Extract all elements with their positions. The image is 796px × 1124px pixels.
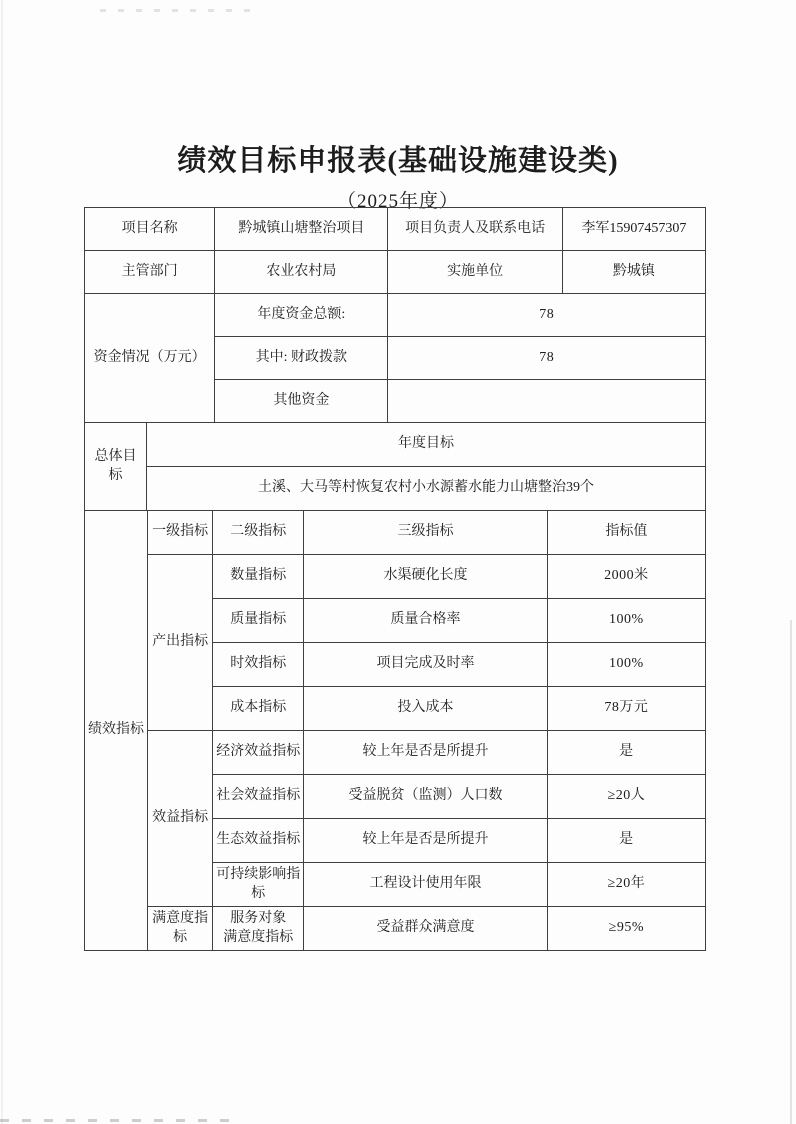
indicator-level3-cell: 水渠硬化长度 bbox=[304, 555, 547, 599]
indicator-level2-cell: 社会效益指标 bbox=[213, 775, 304, 819]
indicator-level2-cell: 生态效益指标 bbox=[213, 819, 304, 863]
group-output-label: 产出指标 bbox=[148, 555, 213, 731]
indicator-level2-cell: 时效指标 bbox=[213, 643, 304, 687]
scan-edge-left bbox=[1, 0, 3, 1124]
funding-item-fiscal-label: 其中: 财政拨款 bbox=[215, 337, 388, 380]
indicator-level3-cell: 项目完成及时率 bbox=[304, 643, 547, 687]
funding-fiscal-amount: 78 bbox=[388, 337, 706, 380]
project-leader-value: 李军15907457307 bbox=[562, 208, 705, 251]
indicator-level3-cell: 较上年是否是所提升 bbox=[304, 819, 547, 863]
page-title: 绩效目标申报表(基础设施建设类) bbox=[177, 145, 619, 177]
funding-other-amount bbox=[388, 380, 706, 423]
funding-total-amount: 78 bbox=[388, 294, 706, 337]
form-table bbox=[84, 207, 706, 951]
indicator-level2-cell: 服务对象 满意度指标 bbox=[213, 907, 304, 951]
info-table bbox=[84, 207, 706, 294]
indicator-level2-cell: 质量指标 bbox=[213, 599, 304, 643]
group-satisfaction-label: 满意度指 标 bbox=[148, 907, 213, 951]
overall-goal-table bbox=[84, 422, 706, 511]
indicator-level2-cell: 数量指标 bbox=[213, 555, 304, 599]
scan-noise-bottom bbox=[0, 1119, 230, 1122]
indicator-level3-cell: 质量合格率 bbox=[304, 599, 547, 643]
funding-item-other-label: 其他资金 bbox=[215, 380, 388, 423]
scan-edge-right bbox=[790, 620, 792, 1124]
level3-header: 三级指标 bbox=[304, 511, 547, 555]
indicator-level3-cell: 受益群众满意度 bbox=[304, 907, 547, 951]
indicator-level2-cell: 成本指标 bbox=[213, 687, 304, 731]
funding-section-label: 资金情况（万元） bbox=[85, 294, 215, 423]
funding-table bbox=[84, 293, 706, 423]
indicator-value-cell: 100% bbox=[547, 643, 705, 687]
indicator-value-cell: ≥95% bbox=[547, 907, 705, 951]
indicator-level3-cell: 投入成本 bbox=[304, 687, 547, 731]
indicator-level3-cell: 受益脱贫（监测）人口数 bbox=[304, 775, 547, 819]
indicator-value-cell: 2000米 bbox=[547, 555, 705, 599]
value-header: 指标值 bbox=[547, 511, 705, 555]
page-subtitle: （2025年度） bbox=[336, 191, 459, 212]
implement-unit-label: 实施单位 bbox=[388, 251, 562, 294]
annual-goal-content: 土溪、大马等村恢复农村小水源蓄水能力山塘整治39个 bbox=[147, 467, 706, 511]
funding-item-total-label: 年度资金总额: bbox=[215, 294, 388, 337]
level1-header: 一级指标 bbox=[148, 511, 213, 555]
group-benefit-label: 效益指标 bbox=[148, 731, 213, 907]
implement-unit-value: 黔城镇 bbox=[562, 251, 705, 294]
indicator-level2-cell: 可持续影响指 标 bbox=[213, 863, 304, 907]
annual-goal-header: 年度目标 bbox=[147, 423, 706, 467]
indicator-value-cell: ≥20年 bbox=[547, 863, 705, 907]
indicator-value-cell: ≥20人 bbox=[547, 775, 705, 819]
indicator-value-cell: 是 bbox=[547, 731, 705, 775]
overall-goal-section-label: 总体目标 bbox=[85, 423, 147, 511]
indicator-level3-cell: 较上年是否是所提升 bbox=[304, 731, 547, 775]
indicators-section-label: 绩效指标 bbox=[85, 511, 148, 951]
level2-header: 二级指标 bbox=[213, 511, 304, 555]
indicator-value-cell: 是 bbox=[547, 819, 705, 863]
indicator-value-cell: 78万元 bbox=[547, 687, 705, 731]
indicator-level2-cell: 经济效益指标 bbox=[213, 731, 304, 775]
project-leader-label: 项目负责人及联系电话 bbox=[388, 208, 562, 251]
department-value: 农业农村局 bbox=[215, 251, 388, 294]
project-name-label: 项目名称 bbox=[85, 208, 215, 251]
indicator-level3-cell: 工程设计使用年限 bbox=[304, 863, 547, 907]
indicators-table bbox=[84, 510, 706, 951]
project-name-value: 黔城镇山塘整治项目 bbox=[215, 208, 388, 251]
department-label: 主管部门 bbox=[85, 251, 215, 294]
indicator-value-cell: 100% bbox=[547, 599, 705, 643]
scan-noise-top bbox=[100, 9, 260, 12]
